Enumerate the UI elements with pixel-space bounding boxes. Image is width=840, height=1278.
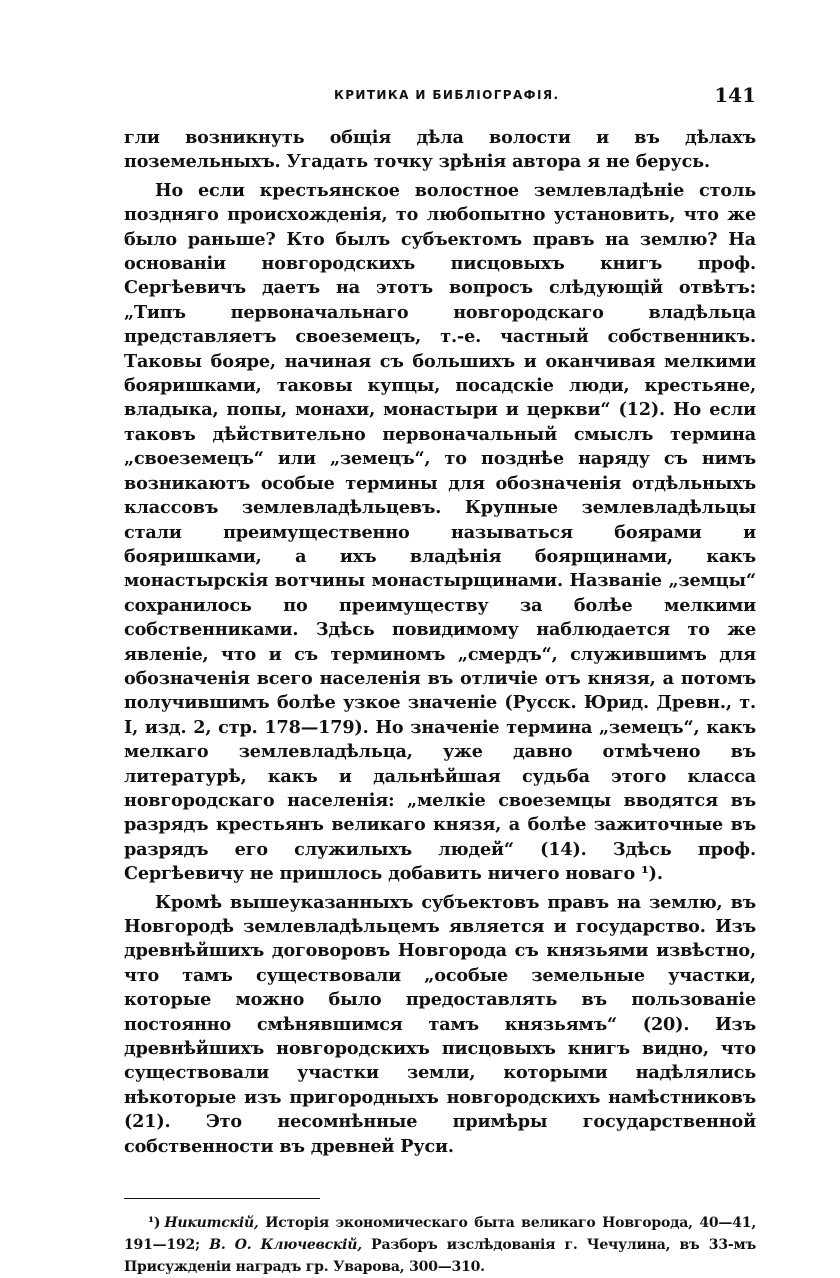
paragraph-continued: гли возникнуть общія дѣла волости и въ дѣлахъ поземельныхъ. Угадать точку зрѣнія автора я не берусь. [124,127,756,173]
running-title: КРИТИКА И БИБЛІОГРАФІЯ. [334,88,560,102]
book-page [124,80,756,1278]
main-text [124,126,756,1159]
footnote-marker: ¹) [148,1215,161,1232]
paragraph-state-ownership: Кромѣ вышеуказанныхъ субъектовъ правъ на землю, въ Новгородѣ землевладѣльцемъ является и государство. Изъ древнѣйшихъ договоровъ Новгорода съ князьями извѣстно, что тамъ существовали „особые земельные участки, которые можно было предоставлять въ пользованіе постоянно смѣнявшимся тамъ князьямъ“ (20). Изъ древнѣйшихъ новгородскихъ писцовыхъ книгъ видно, что существовали участки земли, которыми надѣлялись нѣкоторые изъ пригородныхъ новгородскихъ намѣстниковъ (21). Это несомнѣнные примѣры государственной собственности въ древней Руси. [124,891,756,1157]
footnote-author-klyuchevsky: В. О. Ключевскій, [209,1237,362,1254]
footnote-text-klyuchevsky: Разборъ изслѣдованія г. Чечулина, въ 33-мъ Присужденіи наградъ гр. Уварова, 300—310. [124,1237,756,1276]
page-number: 141 [714,83,756,107]
footnote-text-nikitsky: Исторія экономическаго быта великаго Новгорода, 40—41, 191—192; [124,1215,756,1254]
footnote [124,1212,756,1278]
footnote-divider [124,1198,320,1199]
footnote-author-nikitsky: Никитскій, [164,1215,259,1232]
page-header [124,80,756,114]
paragraph-sergeevich: Но если крестьянское волостное землевладѣніе столь поздняго происхожденія, то любопытно установить, что же было раньше? Кто былъ субъектомъ правъ на землю? На основаніи новгородскихъ писцовыхъ книгъ проф. Сергѣевичъ даетъ на этотъ вопросъ слѣдующій отвѣтъ: „Типъ первоначальнаго новгородскаго владѣльца представляетъ своеземецъ, т.-е. частный собственникъ. Таковы бояре, начиная съ большихъ и оканчивая мелкими бояришками, таковы купцы, посадскіе люди, крестьяне, владыка, попы, монахи, монастыри и церкви“ (12). Но если таковъ дѣйствительно первоначальный смыслъ термина „своеземецъ“ или „земецъ“, то позднѣе наряду съ нимъ возникаютъ особые термины для обозначенія отдѣльныхъ классовъ землевладѣльцевъ. Крупные землевладѣльцы стали преимущественно называться боярами и бояришками, а ихъ владѣнія боярщинами, какъ монастырскія вотчины монастырщинами. Названіе „земцы“ сохранилось по преимуществу за болѣе мелкими собственниками. Здѣсь повидимому наблюдается то же явленіе, что и съ терминомъ „смердъ“, служившимъ для обозначенія всего населенія въ отличіе отъ князя, а потомъ получившимъ болѣе узкое значеніе (Русск. Юрид. Древн., т. I, изд. 2, стр. 178—179). Но значеніе термина „земецъ“, какъ мелкаго землевладѣльца, уже давно отмѣчено въ литературѣ, какъ и дальнѣйшая судьба этого класса новгородскаго населенія: „мелкіе своеземцы вводятся въ разрядъ крестьянъ великаго князя, а болѣе зажиточные въ разрядъ его служилыхъ людей“ (14). Здѣсь проф. Сергѣевичу не пришлось добавить ничего новаго ¹). [124,179,756,885]
